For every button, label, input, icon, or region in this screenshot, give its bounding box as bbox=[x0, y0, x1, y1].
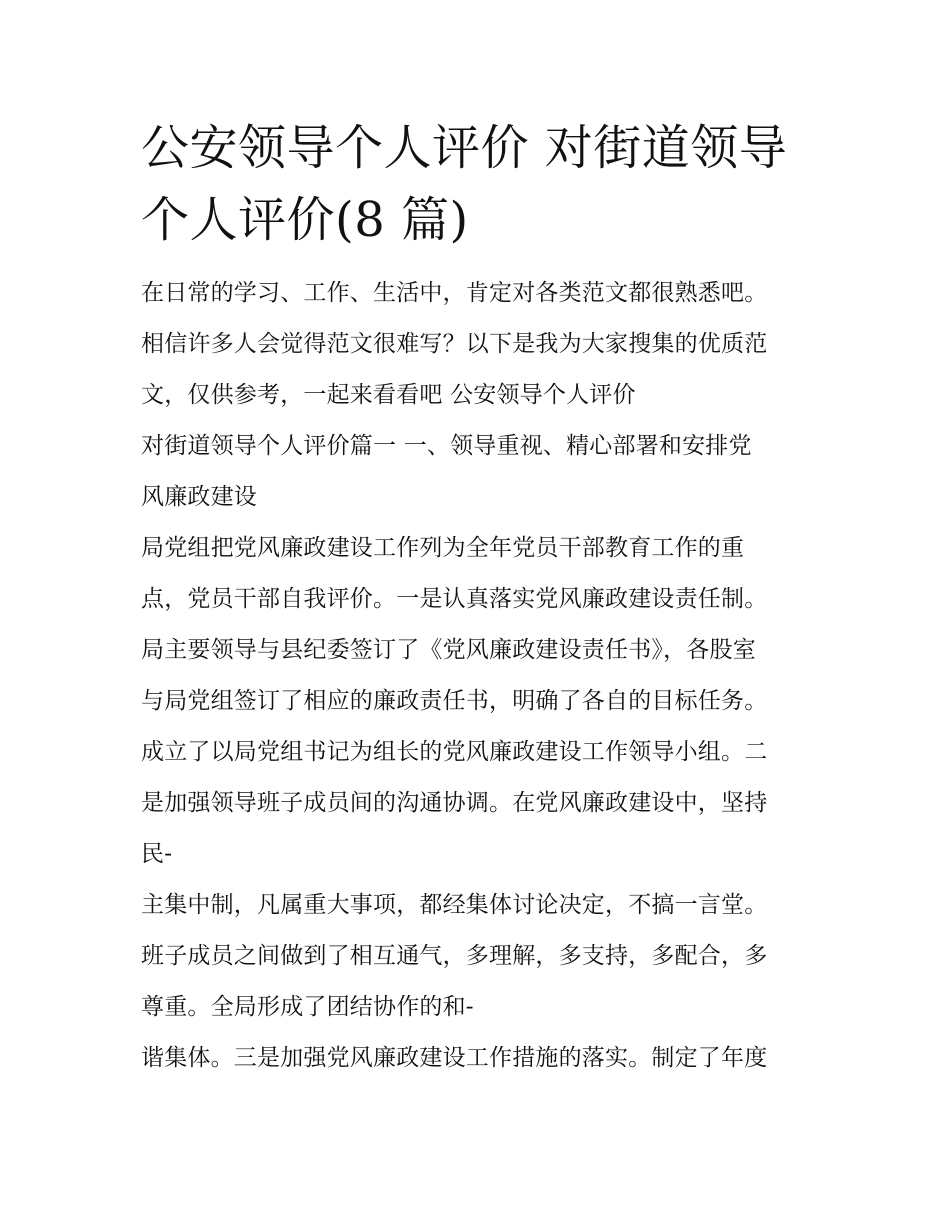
text-line: 相信许多人会觉得范文很难写？以下是我为大家搜集的优质范 bbox=[141, 331, 768, 357]
text-line: 民- bbox=[141, 841, 173, 867]
text-line: 主集中制，凡属重大事项，都经集体讨论决定，不搞一言堂。 bbox=[141, 892, 768, 918]
text-line: 在日常的学习、工作、生活中，肯定对各类范文都很熟悉吧。 bbox=[141, 280, 768, 306]
text-line: 谐集体。三是加强党风廉政建设工作措施的落实。制定了年度 bbox=[141, 1045, 768, 1071]
text-line: 班子成员之间做到了相互通气，多理解，多支持，多配合，多 bbox=[141, 943, 768, 969]
text-line: 是加强领导班子成员间的沟通协调。在党风廉政建设中，坚持 bbox=[141, 790, 768, 816]
title-line: 公安领导个人评价 对街道领导 bbox=[141, 120, 788, 176]
text-line: 局主要领导与县纪委签订了《党风廉政建设责任书》，各股室 bbox=[141, 637, 756, 663]
document-content bbox=[141, 112, 821, 1084]
text-line: 与局党组签订了相应的廉政责任书，明确了各自的目标任务。 bbox=[141, 688, 768, 714]
text-line: 局党组把党风廉政建设工作列为全年党员干部教育工作的重 bbox=[141, 535, 745, 561]
title-line: 个人评价(8 篇) bbox=[141, 192, 469, 248]
document-title bbox=[141, 112, 821, 256]
text-line: 风廉政建设 bbox=[141, 484, 257, 510]
text-line: 成立了以局党组书记为组长的党风廉政建设工作领导小组。二 bbox=[141, 739, 768, 765]
document-body bbox=[141, 268, 821, 1084]
text-line: 对街道领导个人评价篇一 一、领导重视、精心部署和安排党 bbox=[141, 433, 752, 459]
text-line: 文，仅供参考，一起来看看吧 公安领导个人评价 bbox=[141, 382, 636, 408]
text-line: 尊重。全局形成了团结协作的和- bbox=[141, 994, 474, 1020]
text-line: 点，党员干部自我评价。一是认真落实党风廉政建设责任制。 bbox=[141, 586, 768, 612]
